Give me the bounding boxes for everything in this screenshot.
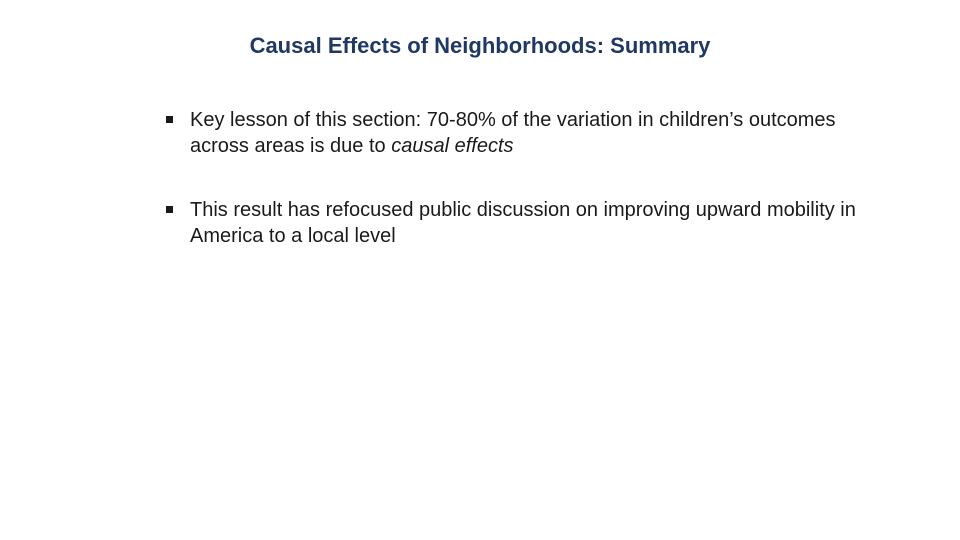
bullet-item-key-lesson: [164, 107, 864, 159]
bullet-item-refocused-discussion: [164, 197, 864, 249]
square-bullet-icon: [166, 116, 173, 123]
bullet-text: This result has refocused public discussion on improving upward mobility in America to a local level: [190, 199, 856, 247]
bullet-text: Key lesson of this section: 70-80% of the variation in children’s outcomes across areas is due to: [190, 109, 836, 157]
bullet-emphasis: causal effects: [391, 135, 514, 157]
slide-title: Causal Effects of Neighborhoods: Summary: [249, 33, 711, 58]
square-bullet-icon: [166, 206, 173, 213]
bullet-list: [164, 107, 864, 287]
